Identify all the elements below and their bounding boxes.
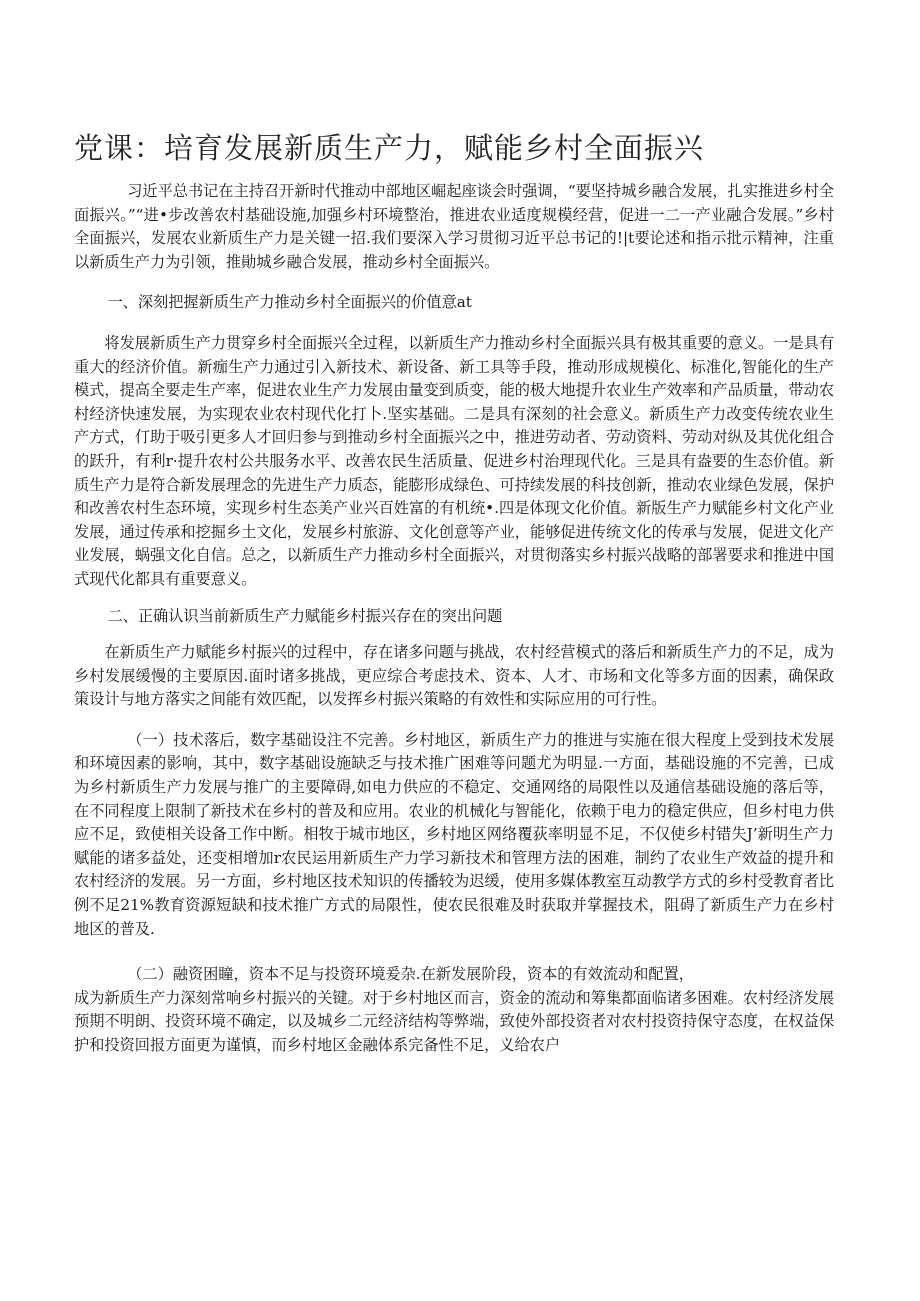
section-heading-2: 二、正确认识当前新质生产力赋能乡村振兴存在的突出问题 [107, 606, 503, 625]
document-body [74, 180, 834, 1058]
paragraph-intro: 习近平总书记在主持召开新时代推动中部地区崛起座谈会时强调，“要坚持城乡融合发展，扎实推进乡村全面振兴。”“进•步改善农村基础设施,加强乡村环境整治，推进农业适度规模经营，促进一二一产业融合发展。”乡村全面振兴，发展农业新质生产力是关键一招.我们要深入学习贯彻习近平总书记的!|t要论述和指示批示精神，注重以新质生产力为引领，推勛城乡融合发展，推动乡村全面振兴。 [74, 182, 834, 271]
paragraph-problems-overview: 在新质生产力赋能乡村振兴的过程中，存在诸多问题与挑战，农村经营模式的落后和新质生产力的不足，成为乡村发展缓慢的主要原因.面时诸多挑战，更应综合考虑技术、资本、人才、市场和文化等多方面的因素，确保政策设计与地方落实之间能有效匹配，以发挥乡村振兴策略的有效性和实际应用的可行性。 [74, 643, 834, 709]
section-heading-1: 一、深刻把握新质生产力推动乡村全面振兴的价值意at [107, 293, 472, 312]
paragraph-technology-gap: （一）技术落后，数字基础设注不完善。乡村地区，新质生产力的推进与实施在很大程度上受到技术发展和环境因素的影响，其中，数字基础设施缺乏与技术推广困难等问题尤为明显.一方面，基础设施的不完善，已成为乡村新质生产力发展与推广的主要障碍,如电力供应的不稳定、交通网络的局限性以及通信基础设施的落后等，在不同程度上限制了新技术在乡村的普及和应用。农业的机械化与智能化，依赖于电力的稳定供应，但乡村电力供应不足，致使相关设备工作中断。相牧于城市地区，乡村地区网络覆荻率明显不足，不仅使乡村错失J’新明生产力赋能的诸多益处，还变相增加r农民运用新质生产力学习新技术和管理方法的困难，制约了农业生产效益的提升和农村经济的发展。另一方面，乡村地区技术知识的传播较为迟缓，使用多媒体教室互动教学方式的乡村受教育者比例不足21%教育资源短缺和技术推广方式的局限性，使农民很难及时获取并掌握技术，阻碍了新质生产力在乡村地区的普及. [74, 730, 834, 938]
paragraph-value-significance: 将发展新质生产力贯穿乡村全面振兴全过程，以新质生产力推动乡村全面振兴具有极其重要的意义。一是具有重大的经济价值。新痂生产力通过引入新技术、新设备、新工具等手段，推动形成规模化、标准化,智能化的生产模式，提高全要走生产率，促进农业生产力发展由量变到质变，能的极大地提升农业生产效率和产品质量，带动农村经济快速发展，为实现农业农村现代化打卜.坚实基础。二是具有深刻的社会意义。新质生产力改变传统农业生产方式，仃助于吸引更多人才回归参与到推动乡村全面振兴之中，推进劳动者、劳动资料、劳动对纵及其优化组合的跃升，有利r·提升农村公共服务水平、改善农民生活质量、促进乡村治理现代化。三是具有盎要的生态价值。新质生产力是符合新发展理念的先进生产力质态，能膨形成绿色、可持续发展的科技创新，推动农业绿色发展，保护和改善农村生态环境，实现乡村生态美产业兴百姓富的有机统•.四是体现文化价值。新版生产力赋能乡村文化产业发展，通过传承和挖掘乡土文化，发展乡村旅游、文化创意等产业，能够促进传统文化的传承与发展，促进文化产业发展，蜗强文化自信。总之，以新质生产力推动乡村全面振兴，对贯彻落实乡村振兴战略的部署要求和推进中国式现代化都具有重要意义。 [74, 333, 834, 588]
document-title: 党课：培育发展新质生产力，赋能乡村全面振兴 [74, 131, 705, 165]
paragraph-financing-heading: （二）融资困瞳，资本不足与投资环境爰杂.在新发展阶段，资本的有效流动和配置， [127, 965, 694, 984]
paragraph-financing-body: 成为新质生产力深刻常响乡村振兴的关键。对于乡村地区而言，资金的流动和筹集都面临诸多困难。农村经济发展预期不明朗、投资环境不确定，以及城乡二元经济结构等弊端，致使外部投资者对农村投资持保守态度，在权益保护和投资回报方面更为谨慎，而乡村地区金融体系完备性不足，义给农户 [74, 988, 834, 1054]
